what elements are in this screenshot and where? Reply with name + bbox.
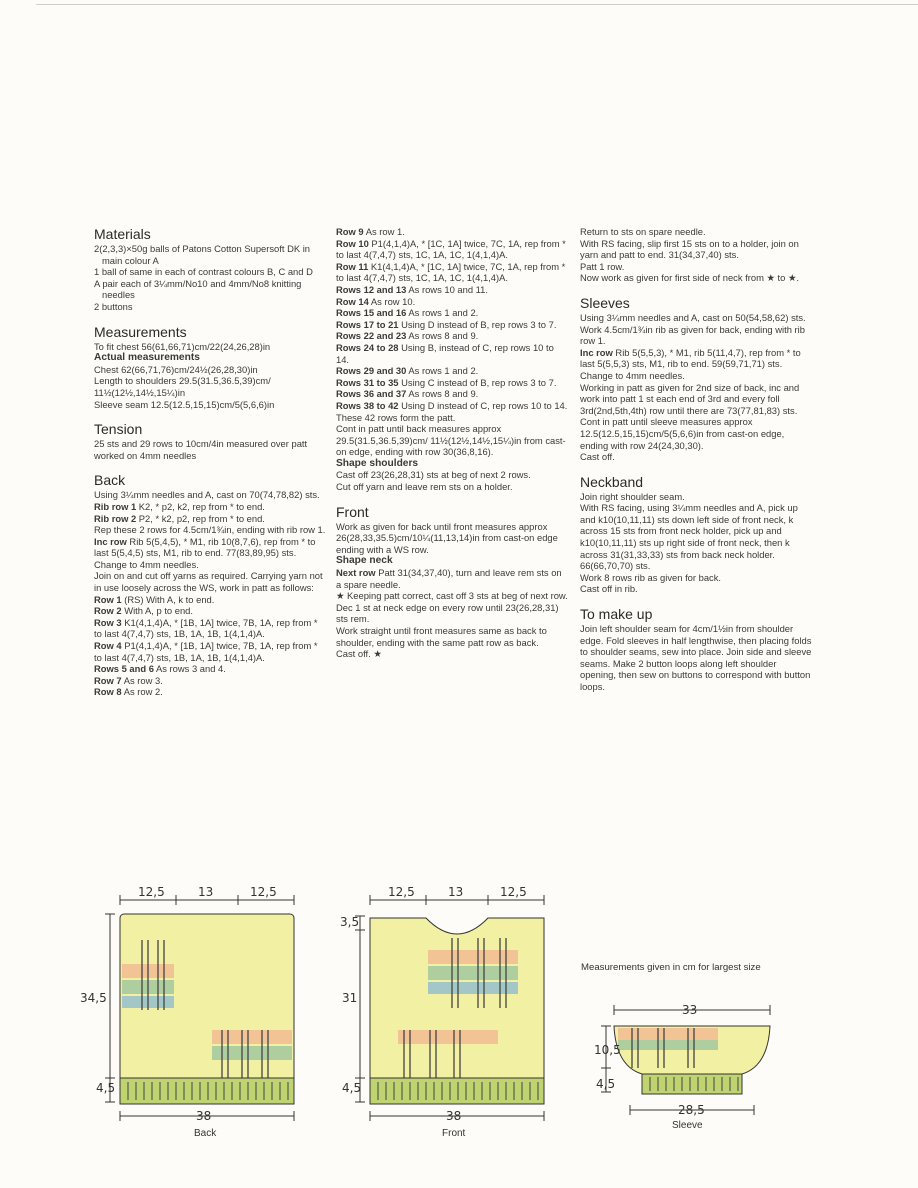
front-diagram	[330, 880, 570, 1140]
back-width-right: 12,5	[250, 885, 277, 899]
instruction-line	[94, 524, 326, 536]
neckband-lines	[580, 491, 814, 595]
make-up-heading: To make up	[580, 606, 653, 623]
back-continued	[336, 226, 568, 493]
sleeves-lines	[580, 312, 814, 463]
text-line: Work 8 rows rib as given for back.	[580, 571, 722, 583]
neckband-section	[580, 474, 814, 595]
instruction-line	[336, 319, 568, 331]
shape-neck-lines	[336, 567, 568, 660]
text-line: Length to shoulders 29.5(31.5,36.5,39)cm/ 11½(12½,14½,15¼)in	[94, 375, 271, 398]
back-instructions-cont	[336, 226, 568, 458]
row-text: As rows 1 and 2.	[406, 365, 479, 377]
sleeve-caption: Sleeve	[672, 1120, 703, 1131]
back-width-left: 12,5	[138, 885, 165, 899]
front-width-mid: 13	[448, 885, 464, 899]
row-label: Rows 22 and 23	[336, 330, 407, 342]
instruction-line	[94, 617, 326, 640]
tension-text: 25 sts and 29 rows to 10cm/4in measured over patt worked on 4mm needles	[94, 438, 308, 461]
back-rib-height: 4,5	[96, 1081, 116, 1095]
front-section	[336, 504, 568, 660]
text-line: Cast off 23(26,28,31) sts at beg of next 2 rows.	[336, 469, 531, 481]
row-text: These 42 rows form the patt.	[336, 411, 456, 423]
sleeve-rib-height: 4,5	[596, 1077, 616, 1091]
back-rib	[120, 1078, 294, 1104]
row-text: Using D instead of C, rep rows 10 to 14.	[398, 399, 568, 411]
actual-measurements-heading: Actual measurements	[94, 352, 200, 364]
instruction-line	[94, 570, 326, 593]
back-height: 34,5	[80, 991, 107, 1005]
instruction-line	[94, 489, 326, 501]
row-label: Row 14	[336, 295, 369, 307]
instruction-line	[336, 423, 568, 458]
row-text: Work 4.5cm/1¾in rib as given for back, ending with rib row 1.	[580, 323, 805, 347]
measurements-note: Measurements given in cm for largest size	[581, 962, 761, 973]
tension-section	[94, 421, 326, 461]
row-text: Rep these 2 rows for 4.5cm/1¾in, ending with rib row 1.	[94, 524, 326, 536]
row-label: Rows 31 to 35	[336, 376, 399, 388]
front-rib	[370, 1078, 544, 1104]
row-label: Rows 24 to 28	[336, 341, 399, 353]
row-label: Rib row 2	[94, 512, 137, 524]
instruction-line	[94, 594, 326, 606]
front-text: Work as given for back until front measures approx 26(28,33,35.5)cm/10¼(11,13,14)in from cast-on edge ending with a WS row.	[336, 520, 558, 555]
text-line: Cut off yarn and leave rem sts on a holder.	[336, 481, 513, 493]
instruction-line	[580, 370, 814, 382]
back-instructions	[94, 489, 326, 698]
row-text: As rows 8 and 9.	[406, 330, 479, 342]
shape-shoulders-heading: Shape shoulders	[336, 457, 419, 469]
text-line: Join right shoulder seam.	[580, 490, 685, 502]
row-label: Rib row 1	[94, 500, 137, 512]
front-width: 38	[446, 1109, 462, 1123]
front-rib-height: 4,5	[342, 1081, 362, 1095]
row-label: Row 4	[94, 640, 122, 652]
text-line: Cast off in rib.	[580, 583, 638, 595]
instruction-line	[580, 382, 814, 417]
instruction-line	[336, 648, 568, 660]
row-text: Using D instead of B, rep rows 3 to 7.	[398, 318, 557, 330]
make-up-text: Join left shoulder seam for 4cm/1½in from shoulder edge. Fold sleeves in half lengthwise, then placing folds to shoulder seams, sew into place. Join side and sleeve seams. Make 2 button loops along left shoulder opening, then sew on buttons to correspond with button loops.	[580, 623, 812, 692]
text-line: A pair each of 3¼mm/No10 and 4mm/No8 knitting needles	[94, 277, 302, 301]
row-text: Cast off. ★	[336, 648, 382, 660]
front-caption: Front	[442, 1128, 466, 1139]
text-line: Now work as given for first side of neck from ★ to ★.	[580, 272, 799, 284]
row-text: As row 2.	[121, 686, 163, 698]
instruction-line	[580, 416, 814, 451]
instruction-line	[336, 226, 568, 238]
measurements-section	[94, 324, 326, 411]
row-text: Using B, instead of C, rep rows 10 to 14.	[336, 341, 554, 365]
column-3	[580, 226, 814, 704]
row-label: Row 1	[94, 593, 122, 605]
row-text: P1(4,1,4)A, * [1B, 1A] twice, 7B, 1A, rep from * to last 4(7,4,7) sts, 1B, 1A, 1B, 1(4,1,4)A.	[94, 640, 318, 663]
instruction-line	[336, 238, 568, 261]
instruction-line	[580, 451, 814, 463]
row-text: Using 3¼mm needles and A, cast on 70(74,78,82) sts.	[94, 489, 320, 501]
sleeve-diagram	[592, 996, 792, 1136]
instruction-line	[336, 388, 568, 400]
instruction-line	[94, 640, 326, 663]
row-text: Patt 31(34,37,40), turn and leave rem sts on a spare needle.	[336, 567, 562, 590]
instruction-line	[580, 312, 814, 324]
row-text: As row 10.	[368, 295, 416, 307]
row-text: Change to 4mm needles.	[94, 558, 199, 570]
instruction-line	[94, 605, 326, 617]
row-text: As rows 10 and 11.	[406, 283, 488, 295]
text-line: 2(2,3,3)×50g balls of Patons Cotton Supersoft DK in main colour A	[94, 243, 311, 266]
instruction-line	[94, 501, 326, 513]
back-heading: Back	[94, 472, 126, 489]
row-label: Rows 17 to 21	[336, 318, 399, 330]
row-text: (RS) With A, k to end.	[121, 593, 215, 605]
row-text: Using C instead of B, rep rows 3 to 7.	[398, 376, 557, 388]
row-text: Working in patt as given for 2nd size of back, inc and work into patt 1 st each end of 3rd and every foll 3rd(2nd,5th,4th) row until there are 73(77,81,83) sts.	[580, 381, 800, 416]
front-body	[370, 918, 544, 1104]
instruction-line	[94, 559, 326, 571]
row-label: Row 7	[94, 674, 122, 686]
row-text: Cont in patt until back measures approx 29.5(31.5,36.5,39)cm/ 11½(12½,14½,15¼)in from cast-on edge, ending with row 30(36,8,16).	[336, 423, 566, 458]
sleeve-top-width: 33	[682, 1003, 698, 1017]
tension-heading: Tension	[94, 421, 143, 438]
fit-size: To fit chest 56(61,66,71)cm/22(24,26,28)in	[94, 340, 271, 352]
instruction-line	[336, 625, 568, 648]
text-line: Patt 1 row.	[580, 260, 625, 272]
row-text: K1(4,1,4)A, * [1B, 1A] twice, 7B, 1A, rep from * to last 4(7,4,7) sts, 1B, 1A, 1B, 1(4,1,4)A.	[94, 616, 318, 640]
row-text: As row 3.	[121, 674, 163, 686]
instruction-line	[580, 324, 814, 347]
text-line: 2 buttons	[94, 300, 133, 312]
row-text: As rows 1 and 2.	[406, 307, 479, 319]
row-label: Rows 36 and 37	[336, 388, 407, 400]
front-continued	[580, 226, 814, 284]
back-section	[94, 472, 326, 698]
instruction-line	[336, 590, 568, 602]
back-width-mid: 13	[198, 885, 214, 899]
row-label: Row 3	[94, 616, 122, 628]
row-label: Row 8	[94, 686, 122, 698]
row-label: Row 9	[336, 226, 364, 237]
row-text: Using 3¼mm needles and A, cast on 50(54,58,62) sts.	[580, 311, 806, 323]
sleeves-section	[580, 295, 814, 463]
row-label: Next row	[336, 567, 376, 579]
instruction-line	[336, 412, 568, 424]
measurement-lines	[94, 364, 326, 410]
instruction-line	[336, 342, 568, 365]
text-line: Return to sts on spare needle.	[580, 226, 706, 237]
row-text: As rows 8 and 9.	[406, 388, 479, 400]
row-text: K1(4,1,4)A, * [1C, 1A] twice, 7C, 1A, rep from * to last 4(7,4,7) sts, 1C, 1A, 1C, 1(4,1,4)A.	[336, 260, 566, 284]
instruction-line	[336, 296, 568, 308]
row-label: Rows 15 and 16	[336, 307, 407, 319]
instruction-line	[94, 675, 326, 687]
column-2	[336, 226, 568, 671]
row-text: K2, * p2, k2, rep from * to end.	[136, 500, 265, 512]
row-text: With A, p to end.	[121, 605, 194, 617]
row-text: Work straight until front measures same as back to shoulder, ending with the same patt row as back.	[336, 625, 547, 648]
instruction-line	[336, 307, 568, 319]
front-width-left: 12,5	[388, 885, 415, 899]
instruction-line	[94, 536, 326, 559]
top-rule	[36, 4, 918, 5]
row-text: As rows 3 and 4.	[153, 663, 226, 675]
row-label: Inc row	[580, 346, 613, 358]
row-text: Dec 1 st at neck edge on every row until 23(26,28,31) sts rem.	[336, 601, 559, 625]
front-neck-depth: 3,5	[340, 915, 360, 929]
sleeves-heading: Sleeves	[580, 294, 630, 311]
back-caption: Back	[194, 1128, 217, 1139]
sleeve-height: 10,5	[594, 1043, 621, 1057]
row-label: Rows 38 to 42	[336, 399, 399, 411]
shape-neck-heading: Shape neck	[336, 555, 393, 567]
instruction-line	[336, 330, 568, 342]
instruction-line	[94, 663, 326, 675]
instruction-line	[336, 365, 568, 377]
row-label: Row 10	[336, 237, 369, 249]
row-text: Change to 4mm needles.	[580, 369, 685, 381]
text-line: Sleeve seam 12.5(12.5,15,15)cm/5(5,6,6)in	[94, 398, 275, 410]
instruction-line	[580, 347, 814, 370]
instruction-line	[336, 377, 568, 389]
text-line: With RS facing, slip first 15 sts on to a holder, join on yarn and patt to end. 31(34,37,40) sts.	[580, 237, 799, 261]
text-line: 1 ball of same in each of contrast colours B, C and D	[94, 266, 313, 278]
front-width-right: 12,5	[500, 885, 527, 899]
column-1	[94, 226, 326, 709]
materials-heading: Materials	[94, 226, 151, 242]
sleeve-rib	[642, 1074, 742, 1094]
row-text: P1(4,1,4)A, * [1C, 1A] twice, 7C, 1A, rep from * to last 4(7,4,7) sts, 1C, 1A, 1C, 1(4,1,4)A.	[336, 237, 566, 261]
make-up-section	[580, 606, 814, 693]
measurements-heading: Measurements	[94, 323, 187, 340]
row-label: Row 2	[94, 605, 122, 617]
row-label: Inc row	[94, 535, 127, 547]
back-diagram	[80, 880, 320, 1140]
materials-section	[94, 226, 326, 313]
row-text: Join on and cut off yarns as required. Carrying yarn not in use loosely across the WS, work in patt as follows:	[94, 570, 323, 594]
instruction-line	[94, 513, 326, 525]
front-height: 31	[342, 991, 358, 1005]
back-width: 38	[196, 1109, 212, 1123]
sleeve-width: 28,5	[678, 1103, 705, 1117]
row-text: ★ Keeping patt correct, cast off 3 sts at beg of next row.	[336, 590, 568, 602]
front-cont-lines	[580, 226, 814, 284]
row-label: Rows 5 and 6	[94, 663, 154, 675]
row-label: Row 11	[336, 260, 369, 272]
materials-list	[94, 243, 326, 313]
instruction-line	[336, 400, 568, 412]
row-text: P2, * k2, p2, rep from * to end.	[136, 512, 265, 524]
neckband-heading: Neckband	[580, 473, 644, 490]
text-line: Chest 62(66,71,76)cm/24½(26,28,30)in	[94, 363, 258, 375]
row-label: Rows 12 and 13	[336, 283, 407, 295]
row-text: As row 1.	[363, 226, 405, 237]
instruction-line	[94, 686, 326, 698]
front-heading: Front	[336, 503, 369, 520]
instruction-line	[336, 284, 568, 296]
row-label: Rows 29 and 30	[336, 365, 407, 377]
text-line: With RS facing, using 3¼mm needles and A, pick up and k10(10,11,11) sts down left side of front neck, k across 15 sts from front neck holder, pick up and k10(10,11,11) sts up right side of front neck, then k across 31(31,33,33) sts from back neck holder. 66(66,70,70) sts.	[580, 502, 798, 572]
instruction-line	[336, 567, 568, 590]
row-text: Cont in patt until sleeve measures approx 12.5(12.5,15,15)cm/5(5,6,6)in from cast-on edge, ending with row 24(24,30,30).	[580, 416, 785, 451]
row-text: Cast off.	[580, 451, 615, 463]
instruction-line	[336, 261, 568, 284]
row-text: Rib 5(5,4,5), * M1, rib 10(8,7,6), rep from * to last 5(5,4,5) sts, M1, rib to end. 77(83,89,95) sts.	[94, 535, 316, 559]
shape-shoulders-lines	[336, 469, 568, 492]
row-text: Rib 5(5,5,3), * M1, rib 5(11,4,7), rep from * to last 5(5,5,3) sts, M1, rib to end. 59(59,71,71) sts.	[580, 346, 801, 370]
instruction-line	[336, 602, 568, 625]
